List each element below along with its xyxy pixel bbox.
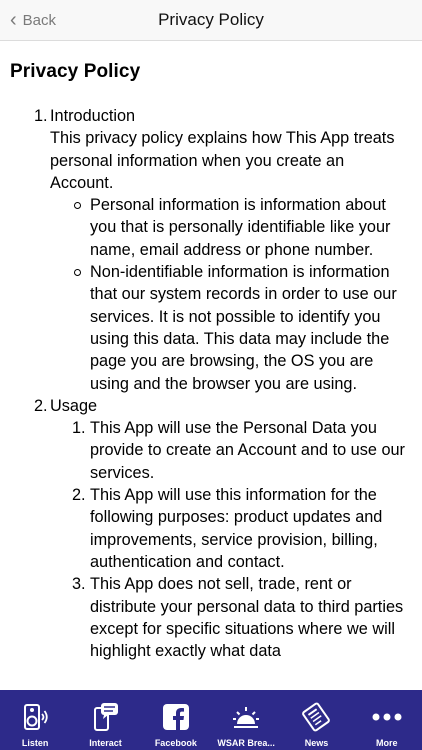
tab-label: Listen (21, 738, 49, 748)
usage-item (72, 484, 410, 573)
back-label: Back (22, 11, 57, 29)
bullet-text: Personal information is information about you that is personally identifiable like your name, email address or phone number. (90, 196, 391, 259)
chevron-left-icon: ‹ (10, 9, 17, 31)
speaker-icon (20, 702, 50, 732)
policy-content[interactable] (0, 41, 422, 689)
nav-bar (0, 0, 422, 41)
item-text: This App will use this information for the following purposes: product updates and improvements, service provision, billing, authentication and contact. (90, 486, 383, 571)
item-number: 3. (72, 575, 86, 594)
more-icon (370, 702, 404, 732)
section-usage (0, 395, 422, 663)
tab-more[interactable] (352, 690, 422, 750)
section-introduction (0, 105, 422, 395)
bullet-circle-icon (74, 202, 81, 209)
bullet-item (90, 194, 410, 261)
facebook-icon (161, 702, 191, 732)
weather-icon (231, 702, 261, 732)
tab-news[interactable] (281, 690, 351, 750)
section-number: 1. (34, 107, 48, 125)
policy-heading: Privacy Policy (10, 61, 141, 82)
section-number: 2. (34, 396, 48, 415)
section-body: This privacy policy explains how This App treats personal information when you create an Account. (50, 129, 395, 192)
tab-label: WSAR Brea... (217, 738, 275, 748)
tab-bar (0, 690, 422, 750)
tab-label: More (376, 738, 398, 748)
usage-item (72, 417, 410, 484)
section-title: Usage (50, 396, 98, 415)
phone-chat-icon (90, 702, 120, 732)
tab-listen[interactable] (0, 690, 70, 750)
item-number: 2. (72, 486, 86, 505)
tab-label: Interact (89, 738, 122, 748)
section-title: Introduction (50, 107, 136, 125)
bullet-circle-icon (74, 269, 81, 276)
item-text: This App does not sell, trade, rent or distribute your personal data to third parties except for specific situations where we will highlight exactly what data (90, 575, 404, 661)
bullet-text: Non-identifiable information is information that our system records in order to use our services. It is not possible to identify you using this data. This data may include the page you are browsing, the OS you are using and the browser you are using. (90, 263, 397, 393)
tab-facebook[interactable] (141, 690, 211, 750)
usage-item (72, 573, 410, 662)
back-button[interactable] (10, 0, 56, 40)
policy-document (0, 105, 422, 662)
newspaper-icon (301, 702, 331, 732)
item-text: This App will use the Personal Data you provide to create an Account and to use our services. (90, 419, 405, 482)
tab-label: Facebook (154, 738, 197, 748)
item-number: 1. (72, 419, 86, 438)
tab-label: News (304, 738, 329, 748)
bullet-item (90, 261, 410, 395)
page-title: Privacy Policy (158, 10, 264, 29)
tab-interact[interactable] (70, 690, 140, 750)
tab-wsar-breaking[interactable] (211, 690, 281, 750)
